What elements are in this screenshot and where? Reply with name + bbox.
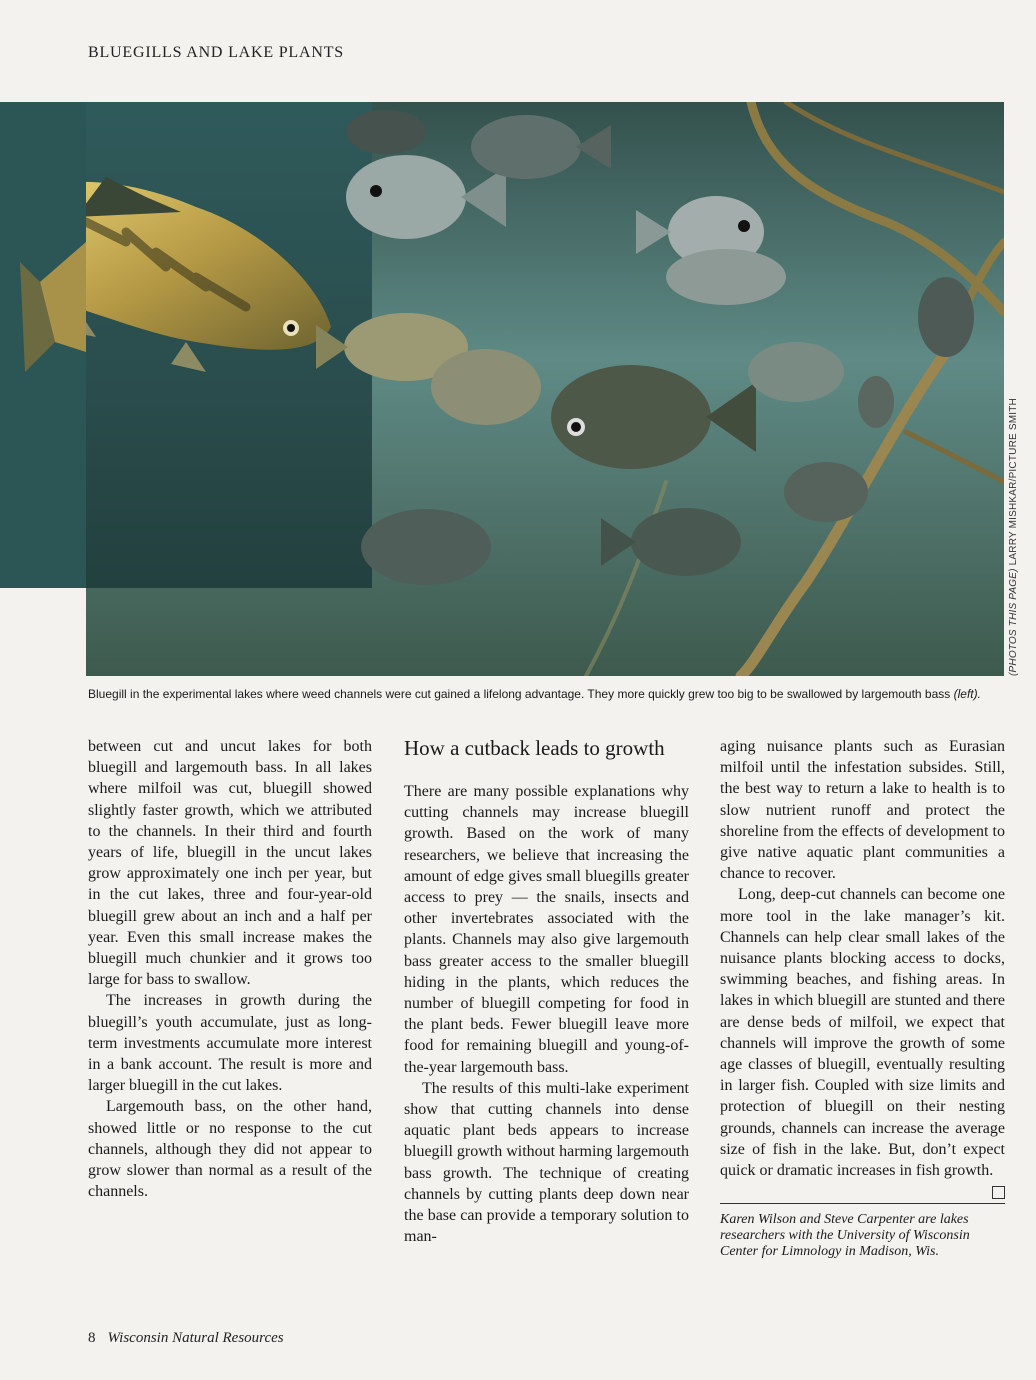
photo-credit-names: LARRY MISHKAR/PICTURE SMITH bbox=[1008, 398, 1019, 569]
article-column-2 bbox=[404, 736, 689, 1247]
photo-credit-prefix: (PHOTOS THIS PAGE) bbox=[1008, 568, 1019, 676]
photo-illustration bbox=[86, 102, 1004, 676]
caption-text: Bluegill in the experimental lakes where weed channels were cut gained a lifelong advantage. They more quickly grew too big to be swallowed by largemouth bass bbox=[88, 687, 954, 701]
col1-paragraph-3: Largemouth bass, on the other hand, showed little or no response to the cut channels, although they did not appear to grow slower than normal as a result of the channels. bbox=[88, 1098, 372, 1201]
section-subhead: How a cutback leads to growth bbox=[404, 736, 665, 760]
col3-paragraph-2-text: Long, deep-cut channels can become one more tool in the lake manager’s kit. Channels can help clear small lakes of the nuisance plants blocking access to docks, swimming beaches, and fishing areas. In lakes in which bluegill are stunted and there are dense beds of milfoil, we expect that channels will improve the growth of some age classes of bluegill, eventually resulting in larger fish. Coupled with size limits and protection of bluegill on their nesting grounds, channels can increase the average size of fish in the lake. But, don’t expect quick or dramatic increases in fish growth. bbox=[720, 886, 1005, 1180]
page-number: 8 bbox=[88, 1330, 96, 1346]
article-column-3 bbox=[720, 736, 1005, 1260]
col3-paragraph-2 bbox=[720, 884, 1005, 1181]
article-column-1 bbox=[88, 736, 372, 1202]
author-bio: Karen Wilson and Steve Carpenter are lakes researchers with the University of Wisconsin Center for Limnology in Madison, Wis. bbox=[720, 1212, 970, 1260]
col1-paragraph-2: The increases in growth during the bluegill’s youth accumulate, just as long-term investments accumulate more interest in a bank account. The result is more and larger bluegill in the cut lakes. bbox=[88, 992, 372, 1095]
col1-paragraph-1: between cut and uncut lakes for both bluegill and largemouth bass. In all lakes where milfoil was cut, bluegill showed slightly faster growth, which we attributed to the channels. In their third and fourth years of life, bluegill in the uncut lakes grow approximately one inch per year, but in the cut lakes, three and four-year-old bluegill grew about an inch and a half per year. Even this small increase makes the bluegill much chunkier and it grows too large for bass to swallow. bbox=[88, 738, 372, 989]
photo-caption bbox=[88, 687, 988, 702]
underwater-fish-photo bbox=[86, 102, 1004, 676]
col2-paragraph-1: There are many possible explanations why cutting channels may increase bluegill growth. Based on the work of many researchers, we believe that increasing the amount of edge gives small bluegills greater access to prey — the snails, insects and other invertebrates associated with the plants. Channels may also give largemouth bass greater access to the smaller bluegill hiding in the plants, which reduces the number of bluegill competing for food in the plant beds. Fewer bluegill leave more food for remaining bluegill and young-of-the-year largemouth bass. bbox=[404, 783, 689, 1076]
bass-tail-overhang bbox=[0, 102, 86, 588]
col2-paragraph-2: The results of this multi-lake experiment show that cutting channels into dense aquatic plant beds appears to increase bluegill growth without harming largemouth bass growth. The technique of creating channels by cutting plants deep down near the base can provide a temporary solution to man- bbox=[404, 1079, 689, 1246]
inset-overhang bbox=[0, 102, 86, 588]
end-of-article-box-icon bbox=[992, 1186, 1005, 1199]
col3-paragraph-1: aging nuisance plants such as Eurasian milfoil until the infestation subsides. Still, the best way to return a lake to health is to slow nutrient runoff and protect the shoreline from the effects of development to give native aquatic plant communities a chance to recover. bbox=[720, 738, 1005, 883]
photo-credit bbox=[1008, 398, 1019, 676]
magazine-name: Wisconsin Natural Resources bbox=[107, 1330, 284, 1346]
caption-italic: (left). bbox=[953, 687, 981, 701]
bio-divider bbox=[720, 1203, 1005, 1204]
running-title: BLUEGILLS AND LAKE PLANTS bbox=[88, 44, 344, 61]
page-footer bbox=[88, 1330, 284, 1347]
